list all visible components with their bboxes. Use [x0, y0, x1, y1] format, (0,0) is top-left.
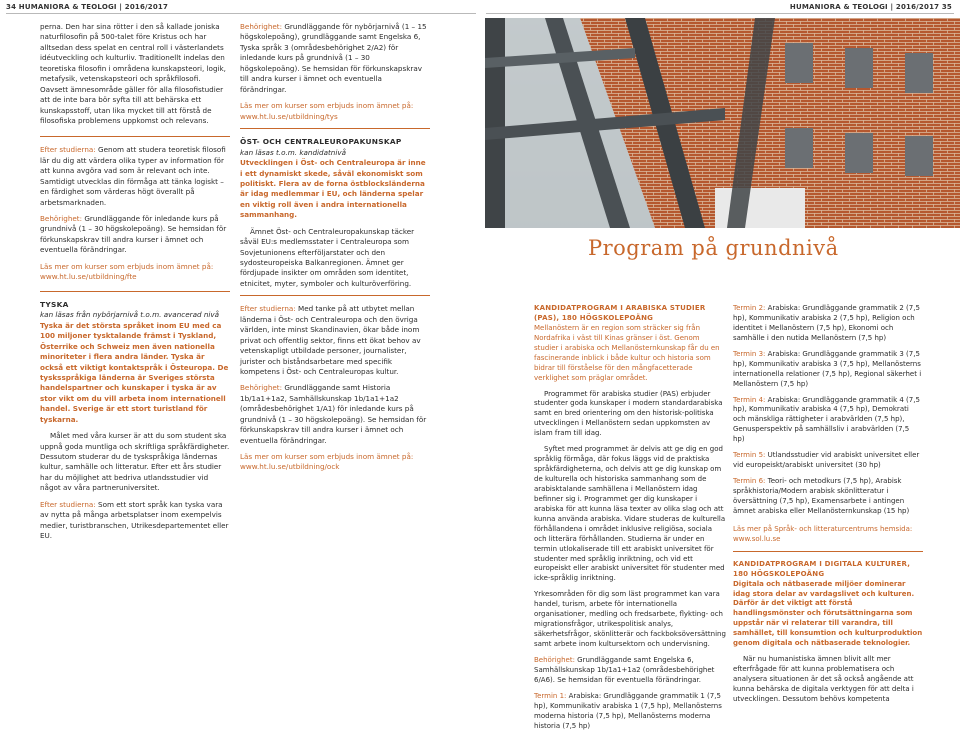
label: Behörighet:	[534, 655, 575, 664]
paragraph: Ämnet Öst- och Centraleuropakunskap täcker såväl EU:s medlemsstater i Centraleuropa som Sovjetunionens efterföljarstater och den sydosteuropeiska Balkanregionen. Ämnet ger fördjupade insikter om områden som identitet, etnicitet, myter, symboler och kulturöverföring.	[240, 226, 415, 288]
label: Termin 6:	[733, 477, 766, 486]
page-header-left: 34 HUMANIORA & TEOLOGI | 2016/2017	[6, 3, 169, 11]
paragraph: När nu humanistiska ämnen blivit allt mer efterfrågade för att kunna problematisera och analysera situationen är det så också angående att kunna behärska de digitala verktygen för att delta i utvecklingen. Dessutom behövs kompetenta	[733, 655, 914, 703]
paragraph: Termin 2: Arabiska: Grundläggande grammatik 2 (7,5 hp), Kommunikativ arabiska 2 (7,5 hp), Religion och identitet i Mellanöstern (7,5 hp), Ekonomi och samhälle i den nutida Mellanöstern (7,5 hp)	[733, 304, 920, 342]
paragraph: Behörighet: Grundläggande samt Engelska 6, Samhällskunskap 1b/1a1+1a2 (områdesbehörighet 6/A6). Se hemsidan för eventuella förändringar.	[534, 655, 715, 684]
page-title: Program på grundnivå	[588, 236, 839, 260]
divider	[240, 295, 430, 296]
building-photo-illustration	[485, 18, 960, 228]
column-4	[733, 304, 923, 711]
label: Efter studierna:	[240, 304, 296, 314]
read-more-link[interactable]: www.sol.lu.se	[733, 534, 781, 543]
lead-text: Digitala och nätbaserade miljöer dominerar idag stora delar av vardagslivet och kulturen. Därför är det viktigt att förstå handlingsmönster och förutsättningarna som uppstår när vi relaterar till varandra, till samhället, till konsumtion och kulturproduktion genom digitala och nätbaserade teknologier.	[733, 579, 923, 648]
paragraph: perna. Den har sina rötter i den så kallade joniska naturfilosofin på 500-talet före Kristus och har alltsedan dess spelat en central roll i västerlandets idéutveckling och kulturliv. Traditionellt indelas den teoretiska filosofin i områdena kunskapsteori, logik, metafysik, vetenskapsteori och språkfilosofi. Oavsett ämnesområde gäller för alla filosofistudier att de inte bara bör syfta till att behärska ett kunskapsstoff, utan lika mycket till att förstå de filosofiska problemens uppkomst och relevans.	[40, 22, 226, 125]
section-title: KANDIDATPROGRAM I DIGITALA KULTURER, 180 HÖGSKOLEPOÄNG	[733, 559, 911, 578]
label: Termin 3:	[733, 349, 766, 358]
read-more	[240, 101, 430, 122]
label: Termin 4:	[733, 395, 766, 404]
lead-text: Mellanöstern är en region som sträcker sig från Nordafrika i väst till Kinas gränser i öst. Genom studier i arabiska och Mellanösternkunskap får du en fascinerande inblick i både kultur och historia som bidrar till förståelse för den mångfacetterade verklighet som präglar området.	[534, 323, 720, 382]
read-more	[733, 525, 923, 545]
paragraph: Målet med våra kurser är att du som student ska uppnå goda muntliga och skriftliga språkfärdigheter. Dessutom studerar du de tyskspråkiga ländernas kultur, samhälle och litteratur. Efter ett års studier har du möjlighet att bedriva utlandsstudier vid något av våra partneruniversitet.	[40, 431, 230, 493]
label: Behörighet:	[240, 383, 283, 393]
read-more-label: Läs mer om kurser som erbjuds inom ämnet på:	[240, 101, 414, 111]
read-more-label: Läs mer på Språk- och litteraturcentrums hemsida:	[733, 524, 913, 533]
read-more-link[interactable]: www.ht.lu.se/utbildning/tys	[240, 111, 338, 121]
divider	[240, 128, 430, 129]
label: Efter studierna:	[40, 145, 96, 155]
read-more-label: Läs mer om kurser som erbjuds inom ämnet på:	[240, 452, 414, 462]
label: Behörighet:	[240, 22, 283, 31]
column-2	[240, 22, 430, 479]
building-photo	[485, 18, 960, 228]
lead-text: Tyska är det största språket inom EU med ca 100 miljoner tysktalande främst i Tyskland, Österrike och Schweiz men även nationella minoriteter i flera andra länder. Tyska är också ett viktigt kontaktspråk i Östeuropa. De tysksspråkiga länderna är Sveriges största handelspartner och kunskaper i tyska är av stor vikt om du vill arbeta inom internationell handel. Sverige är ett stort turistland för tyskarna.	[40, 320, 229, 424]
paragraph: Termin 3: Arabiska: Grundläggande grammatik 3 (7,5 hp), Kommunikativ arabiska 3 (7,5 hp), Mellanösterns internationella relationer (7,5 hp), Regional säkerhet i Mellanöstern (7,5 hp)	[733, 349, 922, 388]
label: Termin 1:	[534, 691, 567, 700]
divider	[40, 136, 230, 137]
paragraph: Efter studierna: Som ett stort språk kan tyska vara av nytta på många arbetsplatser inom exempelvis medier, turistbranschen, Utrikesdepartementet eller EU.	[40, 499, 229, 541]
label: Termin 5:	[733, 451, 766, 460]
paragraph: Syftet med programmet är delvis att ge dig en god språklig förmåga, där fokus läggs vid de praktiska språkfärdigheterna, och delvis att ge dig kunskap om de kulturella och historiska sammanhang som de arabisktalande samhällena i Mellanöstern idag befinner sig i. Programmet ger dig kunskaper i arabiska för att kunna läsa texter av olika slag och att kunna använda arabiska. Vidare studeras de kulturella förhållandena i området inklusive religiösa, sociala och litterära förhållanden. Studierna är under en termin utlokaliserade till ett arabiskt universitet för studenter med språklig inriktning, och vid ett europeiskt eller arabiskt universitet för studenter med icke-språklig inriktning.	[534, 445, 726, 583]
paragraph: Termin 1: Arabiska: Grundläggande grammatik 1 (7,5 hp), Kommunikativ arabiska 1 (7,5 hp), Mellanösterns moderna historia (7,5 hp), Mellanösterns moderna historia (7,5 hp)	[534, 691, 722, 730]
read-more	[240, 452, 430, 473]
section-title: TYSKA	[40, 299, 69, 309]
paragraph: Behörighet: Grundläggande samt Historia 1b/1a1+1a2, Samhällskunskap 1b/1a1+1a2 (områdesbehörighet 1/A1) för inledande kurs på grundnivå (1 – 30 högskolepoäng). Se hemsidan för förkunskapskrav till andra kurser i ämnet och eventuella förändringar.	[240, 383, 427, 445]
section-title: ÖST- OCH CENTRALEUROPAKUNSKAP	[240, 136, 402, 146]
label: Termin 2:	[733, 304, 766, 312]
paragraph: Programmet för arabiska studier (PAS) erbjuder studenter goda kunskaper i modern standardarabiska samt en bred orientering om den historisk-politiska utvecklingen i Mellanöstern sedan uppkomsten av islam fram till idag.	[534, 389, 723, 438]
header-divider	[6, 13, 476, 14]
section-subtitle: kan läsas från nybörjarnivå t.o.m. avancerad nivå	[40, 310, 220, 320]
column-3	[534, 304, 726, 738]
section-title: KANDIDATPROGRAM I ARABISKA STUDIER (PAS), 180 HÖGSKOLEPOÄNG	[534, 304, 706, 322]
label: Behörighet:	[40, 214, 83, 223]
lead-text: Utvecklingen i Öst- och Centraleuropa är inne i ett dynamiskt skede, såväl ekonomiskt som politiskt. Flera av de forna östblocksländerna är idag medlemmar i EU, och länderna spelar en viktig roll även i andra internationella sammanhang.	[240, 158, 426, 220]
column-1	[40, 22, 230, 548]
label: Efter studierna:	[40, 499, 96, 509]
divider	[733, 551, 923, 552]
paragraph: Termin 4: Arabiska: Grundläggande grammatik 4 (7,5 hp), Kommunikativ arabiska 4 (7,5 hp), Demokrati och mänskliga rättigheter i arabvärlden (7,5 hp), Genusperspektiv på samhällsliv i arabvärlden (7,5 hp)	[733, 395, 920, 444]
read-more-link[interactable]: www.ht.lu.se/utbildning/fte	[40, 272, 137, 282]
paragraph: Efter studierna: Med tanke på att utbytet mellan länderna i Öst- och Centraleuropa och den övriga världen, inte minst Skandinavien, ökar både inom privat och offentlig sektor, finns ett ökat behov av vetenskapligt utbildade personer, journalister, jurister och biståndsarbetare med specifik kompetens i Öst- och Centraleuropas kultur.	[240, 304, 421, 376]
page-header-right: HUMANIORA & TEOLOGI | 2016/2017 35	[789, 3, 952, 11]
header-divider	[486, 13, 954, 14]
read-more-label: Läs mer om kurser som erbjuds inom ämnet på:	[40, 261, 214, 271]
paragraph: Behörighet: Grundläggande för inledande kurs på grundnivå (1 – 30 högskolepoäng). Se hemsidan för förkunskapskrav till andra kurser i ämnet och eventuella förändringar.	[40, 214, 227, 255]
divider	[40, 291, 230, 292]
paragraph: Yrkesområden för dig som läst programmet kan vara handel, turism, arbete för internationella organisationer, medling och fredsarbete, flykting- och migrationsfrågor, utrikespolitisk analys, säkerhetsfrågor, skönlitterär och fackboksöversättning samt arbete inom kultursektorn och undervisning.	[534, 590, 726, 648]
read-more	[40, 262, 230, 283]
paragraph: Behörighet: Grundläggande för nybörjarnivå (1 – 15 högskolepoäng), grundläggande samt Engelska 6, Tyska språk 3 (områdesbehörighet 2/A2) för inledande kurs på grundnivå (1 – 30 högskolepoäng). Se hemsidan för förkunskapskrav till andra kurser i ämnet och eventuella förändringar.	[240, 22, 427, 94]
paragraph: Termin 6: Teori- och metodkurs (7,5 hp), Arabisk språkhistoria/Modern arabisk skönlitteratur i översättning (7,5 hp), Examensarbete i antingen ämnet arabiska eller Mellanösternkunskap (15 hp)	[733, 477, 910, 515]
paragraph: Termin 5: Utlandsstudier vid arabiskt universitet eller vid europeiskt/arabiskt universitet (30 hp)	[733, 451, 920, 470]
section-subtitle: kan läsas t.o.m. kandidatnivå	[240, 147, 347, 157]
paragraph: Efter studierna: Genom att studera teoretisk filosofi lär du dig att värdera olika typer av information för att kunna avgöra vad som är relevant och inte. Samtidigt utvecklas din förmåga att tänka logiskt – en färdighet som värderas högt överallt på arbetsmarknaden.	[40, 145, 226, 207]
read-more-link[interactable]: www.ht.lu.se/utbildning/ock	[240, 462, 340, 472]
